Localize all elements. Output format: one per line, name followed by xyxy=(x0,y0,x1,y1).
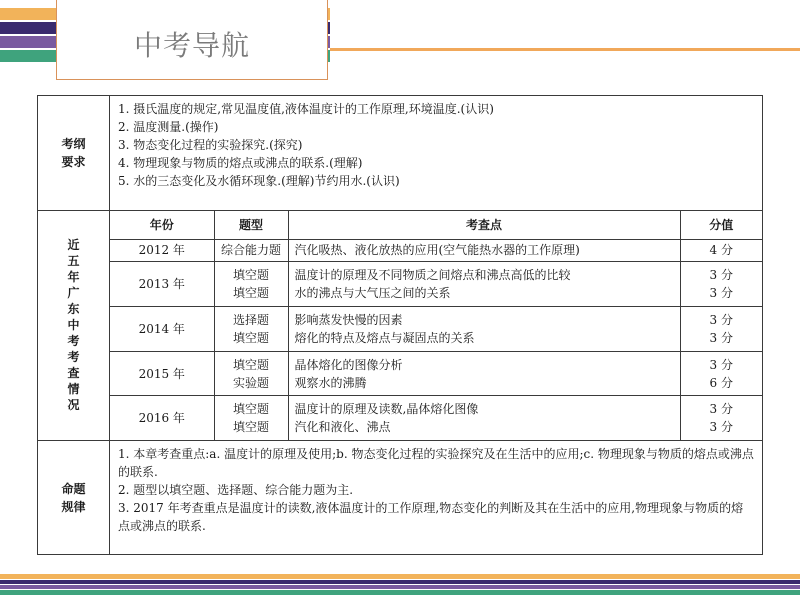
point-cell: 影响蒸发快慢的因素 熔化的特点及熔点与凝固点的关系 xyxy=(288,307,680,352)
list-item: 3. 物态变化过程的实验探究.(探究) xyxy=(118,138,303,152)
table-row xyxy=(110,351,762,396)
score-cell: 3 分 3 分 xyxy=(680,262,762,307)
exams-table-cell xyxy=(110,211,763,441)
list-item: 3. 2017 年考查重点是温度计的读数,液体温度计的工作原理,物态变化的判断及其在生活中的应用,物理现象与物质的熔点或沸点的联系. xyxy=(118,501,744,533)
type-cell: 综合能力题 xyxy=(214,239,288,262)
list-item: 5. 水的三态变化及水循环现象.(理解)节约用水.(认识) xyxy=(118,174,400,188)
table-row xyxy=(110,239,762,262)
year-cell: 2015 年 xyxy=(110,351,214,396)
requirements-list xyxy=(110,96,763,211)
score-cell: 4 分 xyxy=(680,239,762,262)
point-cell: 汽化吸热、液化放热的应用(空气能热水器的工作原理) xyxy=(288,239,680,262)
exam-guide-table xyxy=(37,95,763,555)
table-row xyxy=(110,262,762,307)
footer-stripe-orange xyxy=(0,574,800,579)
patterns-label: 命题 规律 xyxy=(38,441,110,555)
list-item: 2. 温度测量.(操作) xyxy=(118,120,219,134)
list-item: 1. 本章考查重点:a. 温度计的原理及使用;b. 物态变化过程的实验探究及在生活中的应用;c. 物理现象与物质的熔点或沸点的联系. xyxy=(118,447,754,479)
col-header-year: 年份 xyxy=(110,211,214,239)
year-cell: 2016 年 xyxy=(110,396,214,440)
footer-stripe-green xyxy=(0,590,800,595)
footer-stripe-purple xyxy=(0,585,800,589)
type-cell: 填空题 填空题 xyxy=(214,262,288,307)
list-item: 4. 物理现象与物质的熔点或沸点的联系.(理解) xyxy=(118,156,363,170)
type-cell: 填空题 填空题 xyxy=(214,396,288,440)
col-header-score: 分值 xyxy=(680,211,762,239)
year-cell: 2012 年 xyxy=(110,239,214,262)
point-cell: 晶体熔化的图像分析 观察水的沸腾 xyxy=(288,351,680,396)
point-cell: 温度计的原理及读数,晶体熔化图像 汽化和液化、沸点 xyxy=(288,396,680,440)
table-row xyxy=(110,396,762,440)
score-cell: 3 分 6 分 xyxy=(680,351,762,396)
year-cell: 2013 年 xyxy=(110,262,214,307)
year-cell: 2014 年 xyxy=(110,307,214,352)
title-box xyxy=(56,0,328,80)
footer-stripe-navy xyxy=(0,580,800,584)
score-cell: 3 分 3 分 xyxy=(680,396,762,440)
requirements-label: 考纲 要求 xyxy=(38,96,110,211)
list-item: 2. 题型以填空题、选择题、综合能力题为主. xyxy=(118,483,354,497)
col-header-point: 考查点 xyxy=(288,211,680,239)
page-title: 中考导航 xyxy=(133,29,250,62)
col-header-type: 题型 xyxy=(214,211,288,239)
type-cell: 填空题 实验题 xyxy=(214,351,288,396)
score-cell: 3 分 3 分 xyxy=(680,307,762,352)
point-cell: 温度计的原理及不同物质之间熔点和沸点高低的比较 水的沸点与大气压之间的关系 xyxy=(288,262,680,307)
header-rule xyxy=(330,48,800,51)
exams-table xyxy=(110,211,762,440)
type-cell: 选择题 填空题 xyxy=(214,307,288,352)
exams-label: 近五年广东中考考查情况 xyxy=(38,211,110,441)
patterns-list xyxy=(110,441,763,555)
list-item: 1. 摄氏温度的规定,常见温度值,液体温度计的工作原理,环境温度.(认识) xyxy=(118,102,494,116)
table-row xyxy=(110,307,762,352)
